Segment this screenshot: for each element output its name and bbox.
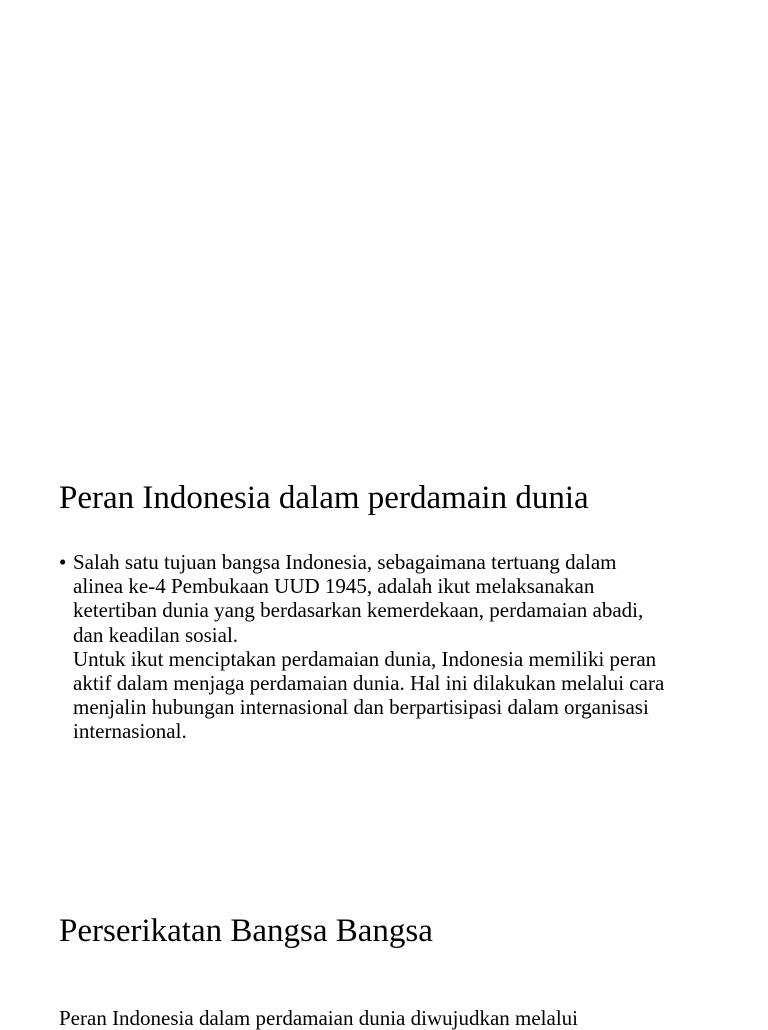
bullet-list [59, 550, 709, 744]
paragraph-tujuan-bangsa [73, 550, 709, 647]
text-line: ketertiban dunia yang berdasarkan kemerdekaan, perdamaian abadi, [73, 598, 644, 623]
bullet-marker: • [59, 550, 67, 574]
section-title-pbb: Perserikatan Bangsa Bangsa [59, 913, 433, 949]
paragraph-pbb-intro: Peran Indonesia dalam perdamaian dunia diwujudkan melalui [59, 1006, 579, 1030]
section-title-peran-indonesia: Peran Indonesia dalam perdamain dunia [59, 480, 589, 516]
text-line: menjalin hubungan internasional dan berpartisipasi dalam organisasi [73, 695, 649, 720]
text-line: internasional. [73, 719, 187, 744]
text-line: Salah satu tujuan bangsa Indonesia, sebagaimana tertuang dalam [73, 550, 617, 574]
text-line: aktif dalam menjaga perdamaian dunia. Hal ini dilakukan melalui cara [73, 671, 665, 696]
bullet-item [73, 550, 709, 744]
paragraph-peran-aktif [73, 647, 709, 744]
text-line: dan keadilan sosial. [73, 622, 239, 647]
text-line: Untuk ikut menciptakan perdamaian dunia, Indonesia memiliki peran [73, 646, 657, 671]
text-line: alinea ke-4 Pembukaan UUD 1945, adalah ikut melaksanakan [73, 574, 595, 599]
